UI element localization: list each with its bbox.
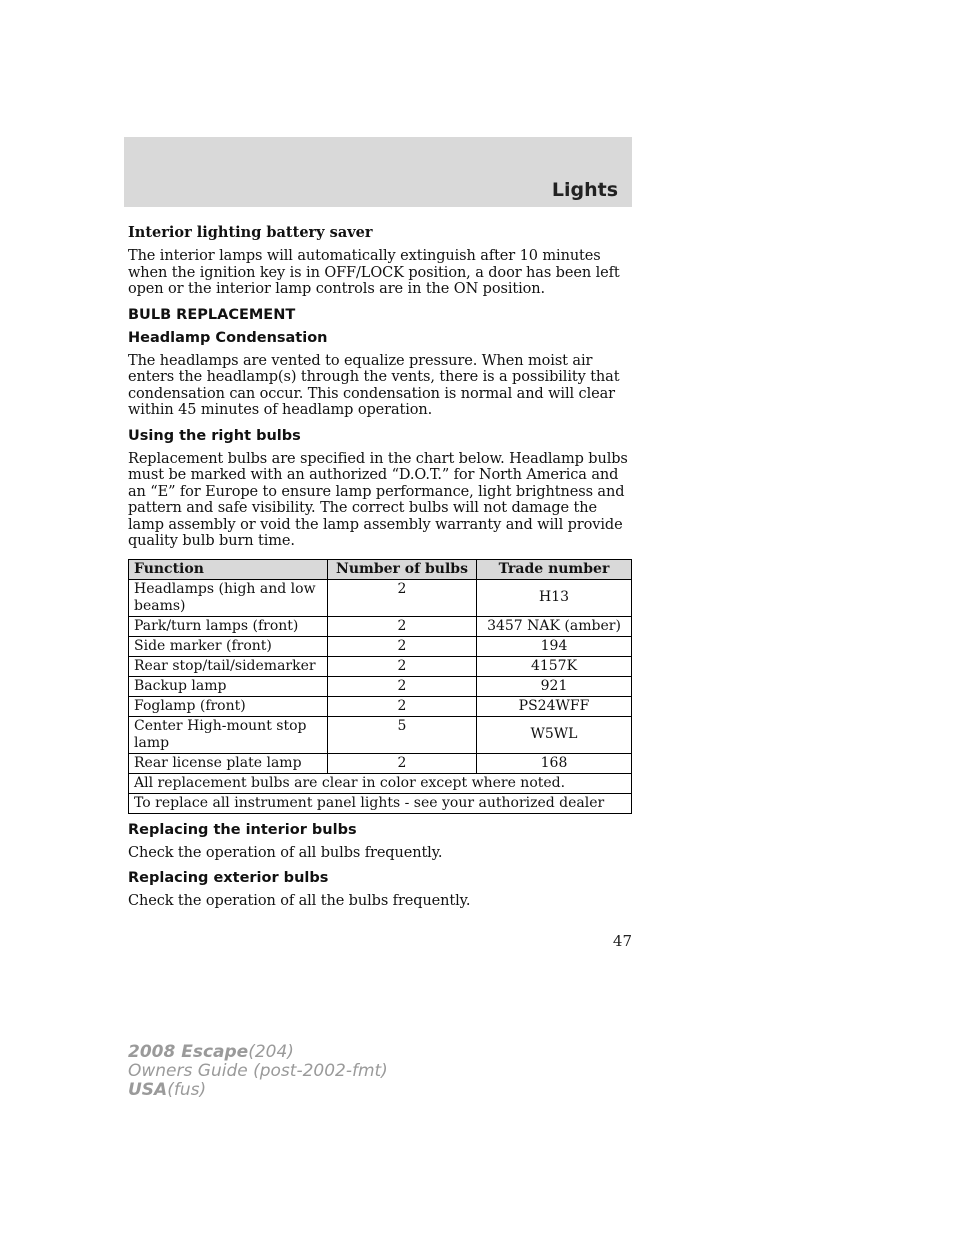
footer-market: USA	[128, 1080, 168, 1100]
table-row	[129, 716, 632, 753]
battery-saver-heading: Interior lighting battery saver	[128, 224, 373, 241]
table-row	[129, 676, 632, 696]
bulb-table-header-row	[129, 559, 632, 579]
footer-line-3	[128, 1081, 388, 1100]
table-row	[129, 753, 632, 773]
cell-count: 5	[328, 716, 477, 753]
bulb-replacement-title: BULB REPLACEMENT	[128, 306, 296, 323]
footer-model-code: (204)	[248, 1042, 294, 1062]
cell-count: 2	[328, 656, 477, 676]
condensation-heading: Headlamp Condensation	[128, 329, 328, 346]
cell-count: 2	[328, 636, 477, 656]
table-row	[129, 696, 632, 716]
document-footer	[128, 1043, 388, 1100]
cell-trade: 3457 NAK (amber)	[477, 616, 632, 636]
page-number: 47	[612, 932, 632, 950]
footer-line-2: Owners Guide (post-2002-fmt)	[128, 1061, 388, 1081]
cell-function: Rear license plate lamp	[129, 753, 328, 773]
cell-function: Side marker (front)	[129, 636, 328, 656]
table-row	[129, 636, 632, 656]
interior-bulbs-text: Check the operation of all bulbs frequently.	[128, 844, 443, 861]
table-note-instrument-panel: To replace all instrument panel lights - see your authorized dealer	[129, 793, 632, 813]
footer-market-code: (fus)	[167, 1080, 207, 1100]
cell-trade: W5WL	[477, 716, 632, 753]
right-bulbs-text: Replacement bulbs are specified in the chart below. Headlamp bulbs must be marked with an authorized “D.O.T.” for North America and an “E” for Europe to ensure lamp performance, light brightness and pattern and safe visibility. The correct bulbs will not damage the lamp assembly or void the lamp assembly warranty and will provide quality bulb burn time.	[128, 450, 628, 549]
cell-count: 2	[328, 753, 477, 773]
cell-function: Foglamp (front)	[129, 696, 328, 716]
cell-trade: 921	[477, 676, 632, 696]
table-row	[129, 579, 632, 616]
table-note-row	[129, 773, 632, 793]
page-content	[128, 224, 632, 919]
interior-bulbs-heading: Replacing the interior bulbs	[128, 821, 357, 838]
table-note-row	[129, 793, 632, 813]
cell-function: Rear stop/tail/sidemarker	[129, 656, 328, 676]
cell-trade: 4157K	[477, 656, 632, 676]
col-header-function: Function	[129, 559, 328, 579]
bulb-table	[128, 559, 632, 814]
cell-count: 2	[328, 579, 477, 616]
footer-model: 2008 Escape	[128, 1042, 249, 1062]
cell-function: Backup lamp	[129, 676, 328, 696]
cell-trade: PS24WFF	[477, 696, 632, 716]
table-note-clear-color: All replacement bulbs are clear in color except where noted.	[129, 773, 632, 793]
cell-function: Park/turn lamps (front)	[129, 616, 328, 636]
table-row	[129, 616, 632, 636]
battery-saver-text: The interior lamps will automatically extinguish after 10 minutes when the ignition key is in OFF/LOCK position, a door has been left open or the interior lamp controls are in the ON position.	[128, 248, 620, 297]
exterior-bulbs-text: Check the operation of all the bulbs frequently.	[128, 893, 471, 909]
cell-count: 2	[328, 616, 477, 636]
col-header-trade: Trade number	[477, 559, 632, 579]
chapter-title: Lights	[551, 179, 618, 201]
right-bulbs-heading: Using the right bulbs	[128, 427, 301, 444]
cell-count: 2	[328, 696, 477, 716]
cell-function: Center High-mount stop lamp	[129, 716, 328, 753]
exterior-bulbs-heading: Replacing exterior bulbs	[128, 870, 329, 886]
table-row	[129, 656, 632, 676]
cell-trade: 168	[477, 753, 632, 773]
cell-trade: H13	[477, 579, 632, 616]
cell-trade: 194	[477, 636, 632, 656]
col-header-count: Number of bulbs	[328, 559, 477, 579]
footer-line-1	[128, 1043, 388, 1062]
chapter-header	[124, 137, 632, 207]
condensation-text: The headlamps are vented to equalize pressure. When moist air enters the headlamp(s) through the vents, there is a possibility that condensation can occur. This condensation is normal and will clear within 45 minutes of headlamp operation.	[128, 352, 620, 418]
cell-count: 2	[328, 676, 477, 696]
cell-function: Headlamps (high and low beams)	[129, 579, 328, 616]
